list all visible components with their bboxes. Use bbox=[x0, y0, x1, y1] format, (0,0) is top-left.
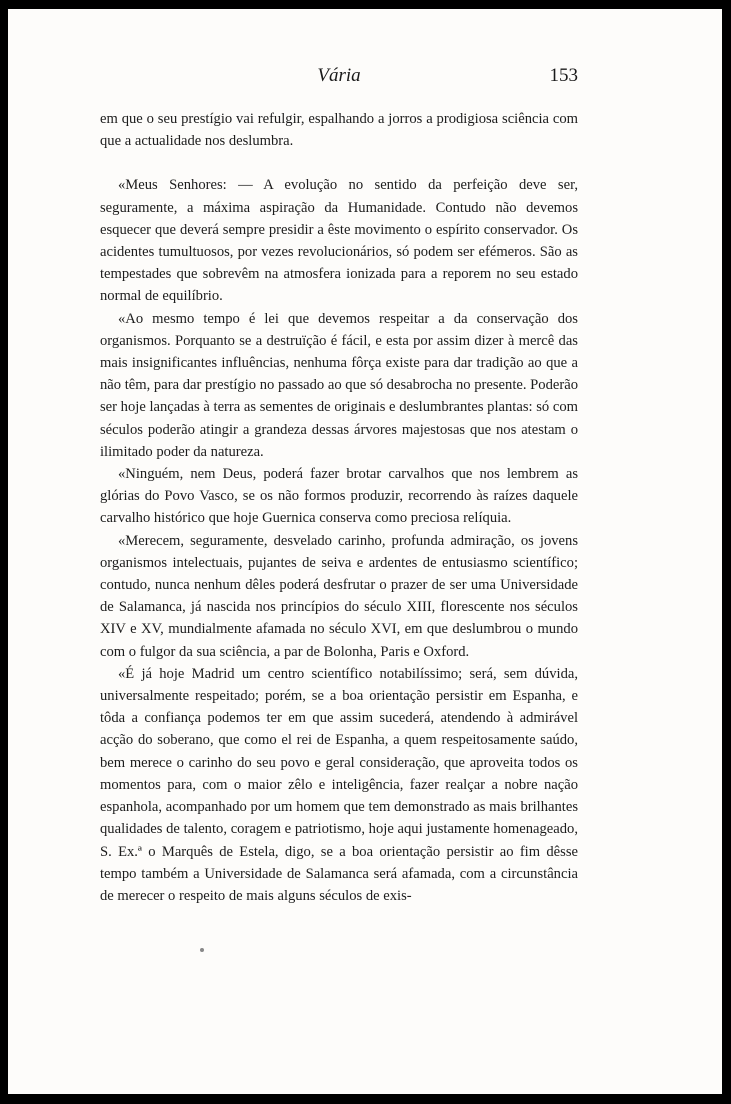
ink-speck bbox=[200, 948, 204, 952]
paragraph-1: em que o seu prestígio vai refulgir, espalhando a jorros a prodigiosa sciência com que a actualidade nos deslumbra. bbox=[100, 111, 578, 150]
paragraph-4: «Ninguém, nem Deus, poderá fazer brotar carvalhos que nos lembrem as glórias do Povo Vasco, se os não formos produzir, recorrendo às raízes daquele carvalho histórico que hoje Guernica conserva como preciosa relíquia. bbox=[100, 466, 578, 527]
book-page bbox=[8, 9, 722, 1094]
page-number: 153 bbox=[549, 65, 578, 86]
page-header bbox=[100, 65, 578, 89]
paragraph-5: «Merecem, seguramente, desvelado carinho, profunda admiração, os jovens organismos intelectuais, pujantes de seiva e ardentes de entusiasmo scientífico; contudo, nunca nenhum dêles poderá desfrutar o prazer de ser uma Universidade de Salamanca, já nascida nos princípios do século XIII, florescente nos séculos XIV e XV, mundialmente afamada no século XVI, em que deslumbrou o mundo com o fulgor da sua sciência, a par de Bolonha, Paris e Oxford. bbox=[100, 532, 578, 660]
paragraph-3: «Ao mesmo tempo é lei que devemos respeitar a da conservação dos organismos. Porquanto se a destruïção é fácil, e esta por assim dizer à mercê das mais insignificantes influências, nenhuma fôrça existe para dar tradição ao que a não têm, para dar prestígio no passado ao que só desabrocha no presente. Poderão ser hoje lançadas à terra as sementes de originais e deslumbrantes plantas: só com séculos poderão atingir a grandeza dessas árvores majestosas que nos atestam o ilimitado poder da natureza. bbox=[100, 310, 578, 460]
paragraph-2: «Meus Senhores: — A evolução no sentido da perfeição deve ser, seguramente, a máxima aspiração da Humanidade. Contudo não devemos esquecer que deverá sempre presidir a êste movimento o espírito conservador. Os acidentes tumultuosos, por vezes revolucionários, só podem ser efémeros. São as tempestades que sobrevêm na atmosfera ionizada para a reporem no seu estado normal de equilíbrio. bbox=[100, 177, 578, 305]
running-title: Vária bbox=[317, 65, 361, 86]
paragraph-6: «É já hoje Madrid um centro scientífico notabilíssimo; será, sem dúvida, universalmente respeitado; porém, se a boa orientação persistir em Espanha, e tôda a confiança podemos ter em que assim sucederá, atendendo à admirável acção do soberano, que como el rei de Espanha, a quem respeitosamente saúdo, bem merece o carinho do seu povo e geral consideração, que aproveita todos os momentos para, com o maior zêlo e inteligência, fazer realçar a nobre nação espanhola, acompanhado por um homem que tem demonstrado as mais brilhantes qualidades de talento, coragem e patriotismo, hoje aqui justamente homenageado, S. Ex.ª o Marquês de Estela, digo, se a boa orientação persistir ao fim dêsse tempo também a Universidade de Salamanca será afamada, com a circunstância de merecer o respeito de mais alguns séculos de exis- bbox=[100, 665, 578, 904]
body-text bbox=[100, 108, 578, 907]
